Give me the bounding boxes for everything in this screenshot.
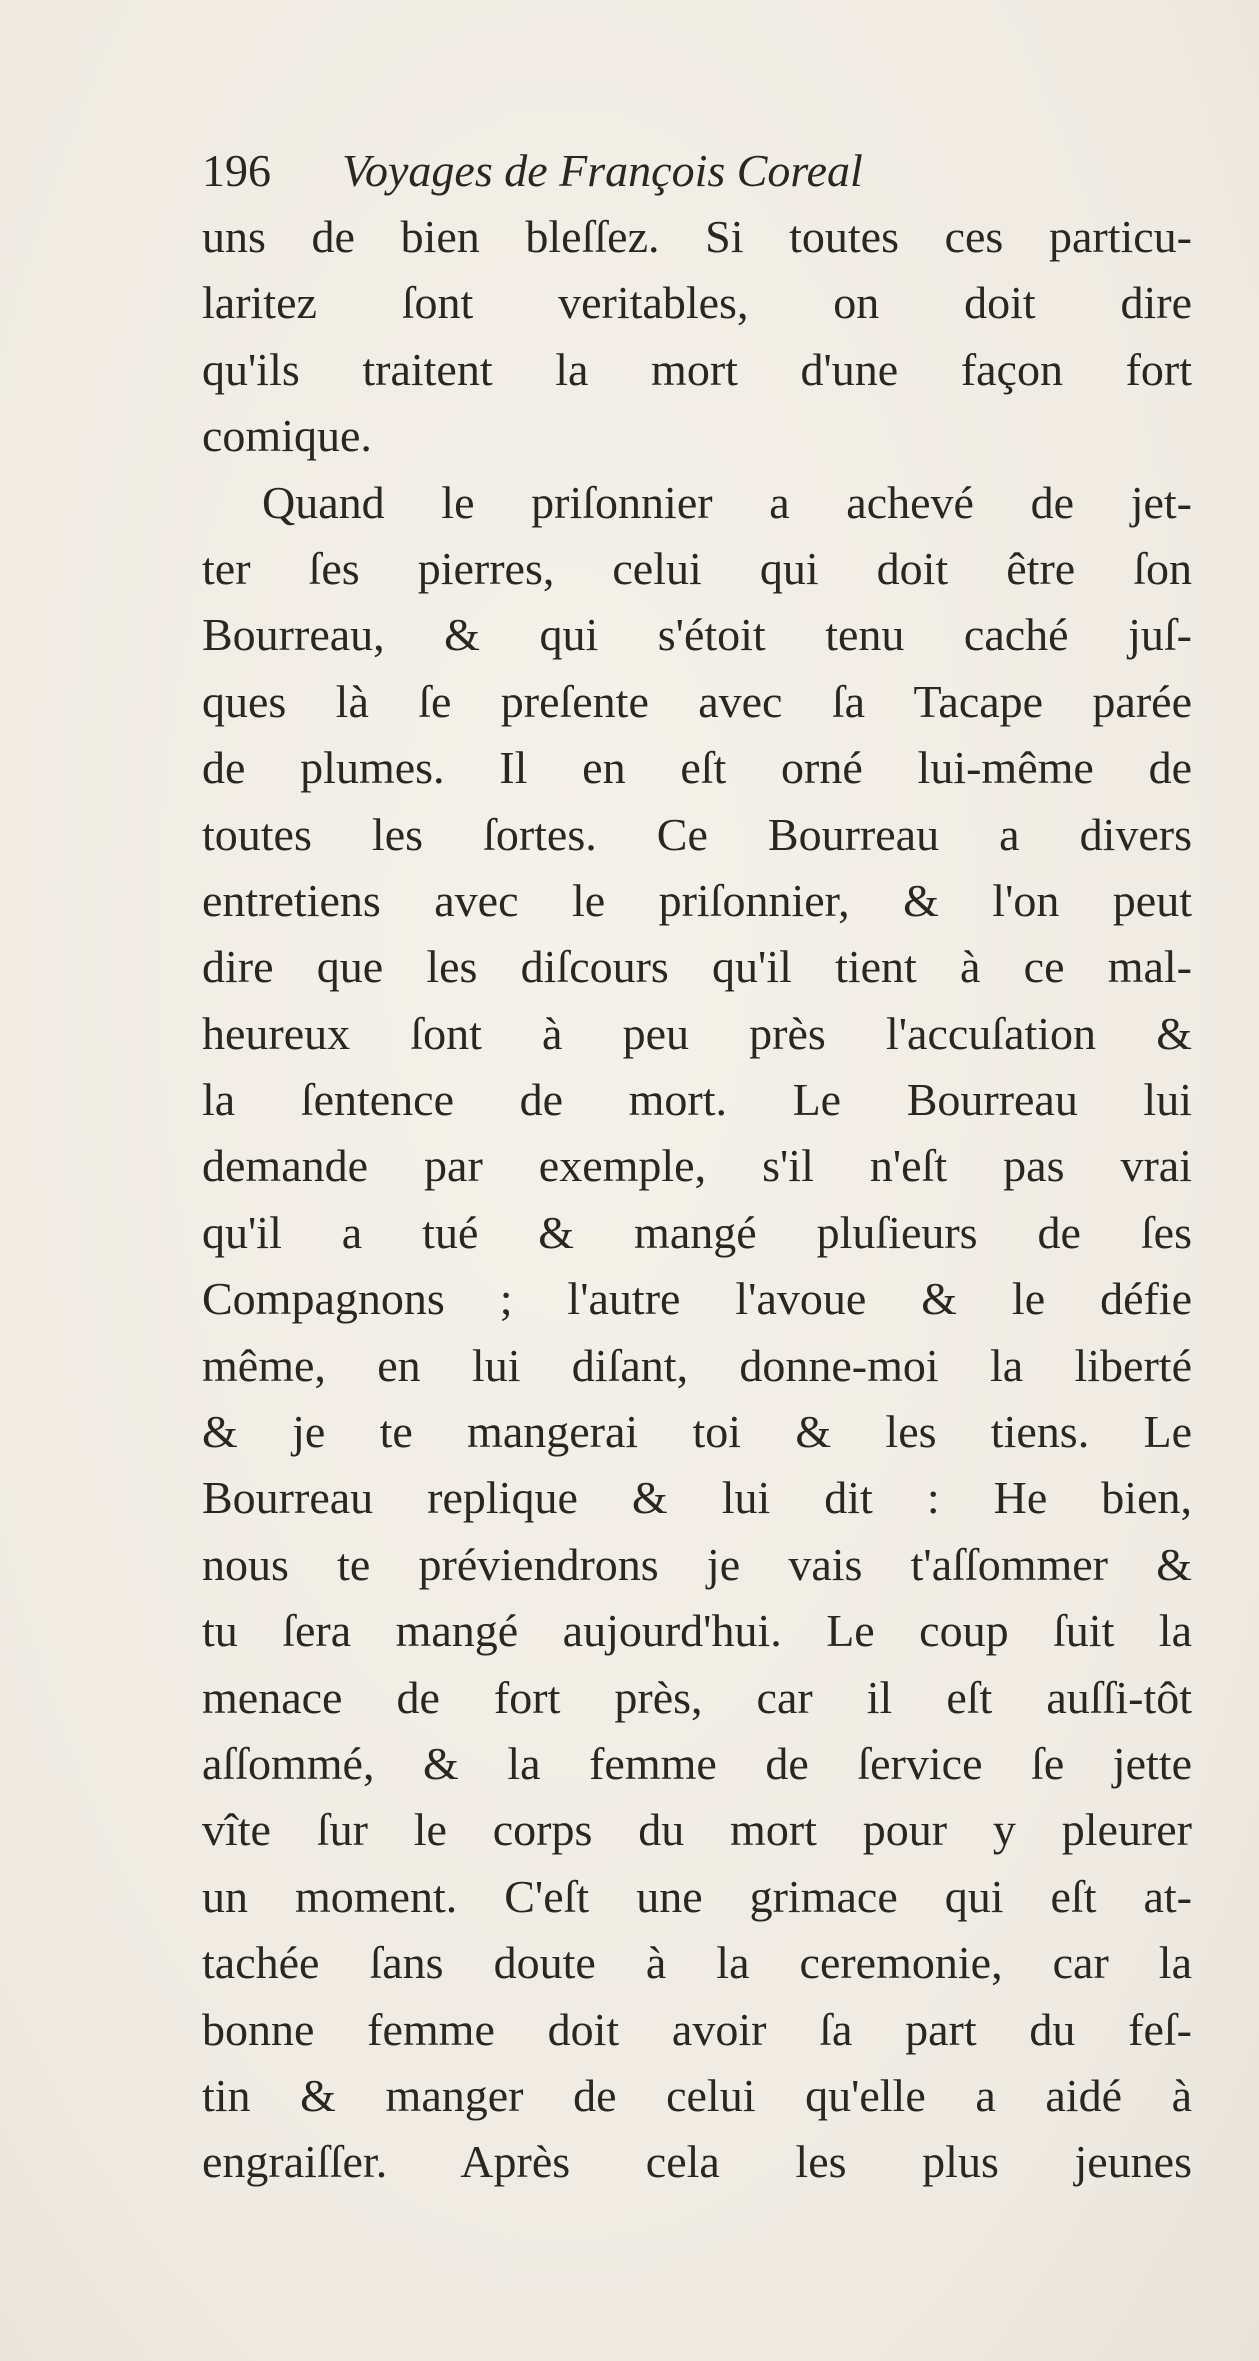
text-line: & je te mangerai toi & les tiens. Le xyxy=(202,1406,1192,1458)
text-line: ter ſes pierres, celui qui doit être ſon xyxy=(202,542,1192,594)
text-line: bonne femme doit avoir ſa part du feſ- xyxy=(202,2003,1192,2055)
text-line: uns de bien bleſſez. Si toutes ces particu- xyxy=(202,211,1192,262)
text-line: qu'il a tué & mangé pluſieurs de ſes xyxy=(202,1206,1192,1258)
text-line: de plumes. Il en eſt orné lui-même de xyxy=(202,742,1192,794)
text-line: tachée ſans doute à la ceremonie, car la xyxy=(202,1937,1192,1989)
text-line: ques là ſe preſente avec ſa Tacape parée xyxy=(202,675,1192,727)
text-line: Quand le priſonnier a achevé de jet- xyxy=(262,476,1192,528)
text-line: aſſommé, & la femme de ſervice ſe jette xyxy=(202,1737,1192,1789)
text-line: qu'ils traitent la mort d'une façon fort xyxy=(202,343,1192,395)
text-line: tin & manger de celui qu'elle a aidé à xyxy=(202,2069,1192,2121)
text-line: Bourreau, & qui s'étoit tenu caché juſ- xyxy=(202,609,1192,661)
body-text xyxy=(202,204,1192,2196)
text-line: entretiens avec le priſonnier, & l'on peut xyxy=(202,874,1192,926)
page-number: 196 xyxy=(202,145,271,196)
text-line: laritez ſont veritables, on doit dire xyxy=(202,277,1192,329)
text-line: menace de fort près, car il eſt auſſi-tôt xyxy=(202,1671,1192,1723)
text-line: Compagnons ; l'autre l'avoue & le défie xyxy=(202,1273,1192,1325)
text-line: la ſentence de mort. Le Bourreau lui xyxy=(202,1074,1192,1126)
running-title: Voyages de François Coreal xyxy=(342,145,863,196)
text-line: même, en lui diſant, donne-moi la liberté xyxy=(202,1339,1192,1391)
text-line: engraiſſer. Après cela les plus jeunes xyxy=(202,2136,1192,2188)
text-line: heureux ſont à peu près l'accuſation & xyxy=(202,1007,1192,1059)
text-block xyxy=(202,138,1192,2196)
text-line: comique. xyxy=(202,410,372,462)
text-line: toutes les ſortes. Ce Bourreau a divers xyxy=(202,808,1192,860)
text-line: un moment. C'eſt une grimace qui eſt at- xyxy=(202,1870,1192,1922)
text-line: dire que les diſcours qu'il tient à ce mal- xyxy=(202,941,1192,993)
text-line: Bourreau replique & lui dit : He bien, xyxy=(202,1472,1192,1524)
running-header xyxy=(202,138,1192,204)
text-line: nous te préviendrons je vais t'aſſommer & xyxy=(202,1538,1192,1590)
text-line: demande par exemple, s'il n'eſt pas vrai xyxy=(202,1140,1192,1192)
text-line: tu ſera mangé aujourd'hui. Le coup ſuit la xyxy=(202,1605,1192,1657)
text-line: vîte ſur le corps du mort pour y pleurer xyxy=(202,1804,1192,1856)
